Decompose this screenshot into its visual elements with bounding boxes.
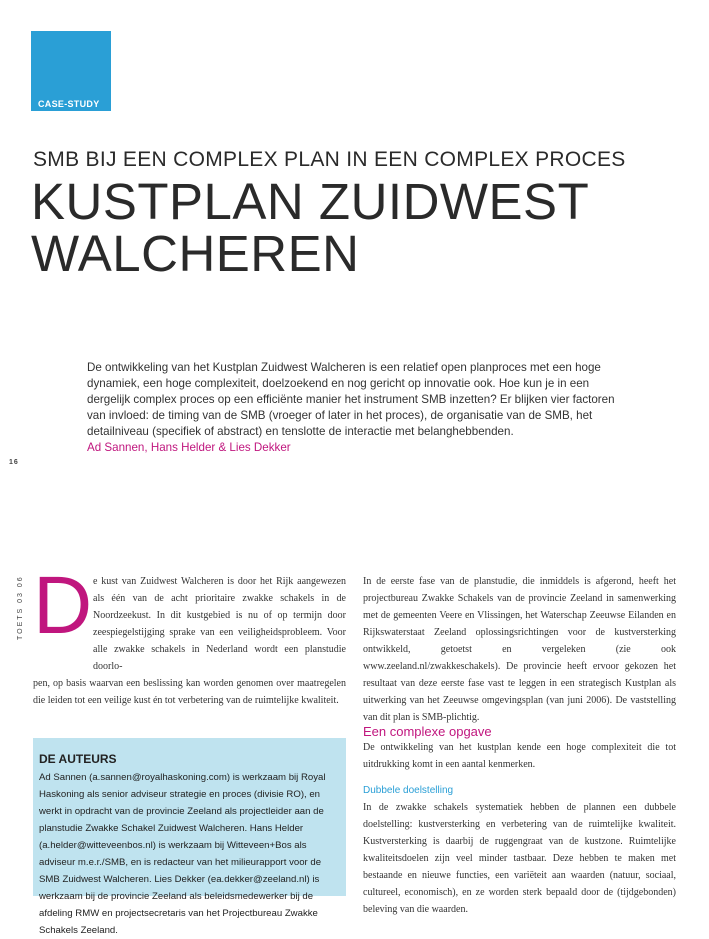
article-title [31, 173, 590, 282]
intro-continued-text: pen, op basis waarvan een beslissing kan worden genomen over maatregelen die leiden tot een veilige kust én tot verbetering van de ruimtelijke kwaliteit. [33, 678, 346, 706]
lead-paragraph [87, 360, 627, 456]
body-column-2-paragraph: In de eerste fase van de planstudie, die inmiddels is afgerond, heeft het projectbureau Zwakke Schakels van de provincie Zeeland in samenwerking met de gemeenten Veere en Vlissingen, het Waterschap Zeeuwse Eilanden en Rijkswaterstaat Zeeland oplossingsrichtingen voor de kustversterking ontwikkeld, getoetst en vergeleken (zie ook www.zeeland.nl/zwakkeschakels). De provincie heeft ervoor gekozen het resultaat van deze eerste fase vast te leggen in een strategisch Kustplan als uitwerking van het Zeeuwse omgevingsplan (van juni 2006). De vaststelling van dit plan is SMB-plichtig. [363, 576, 676, 723]
authors-line: Ad Sannen, Hans Helder & Lies Dekker [87, 441, 291, 454]
authors-box-heading: DE AUTEURS [39, 752, 117, 766]
authors-box [33, 738, 346, 936]
subsection-paragraph: In de zwakke schakels systematiek hebben de plannen een dubbele doelstelling: kustversterking en verbetering van de ruimtelijke kwaliteit. Kustversterking is daarbij de ruggengraat van de kustzone. Ruimtelijke kwaliteitsdoelen zijn veel minder tastbaar. Deze hebben te maken met bestaande en nieuwe functies, een variëteit aan waarden (natuur, sociaal, cultureel, economisch), en ze worden sterk bepaald door de (tijdgebonden) beleving van die waarden. [363, 802, 676, 915]
article-subtitle: SMB BIJ EEN COMPLEX PLAN IN EEN COMPLEX PROCES [33, 148, 626, 171]
page-number: 16 [9, 459, 19, 466]
authors-box-text: Ad Sannen (a.sannen@royalhaskoning.com) is werkzaam bij Royal Haskoning als senior adviseur strategie en proces (divisie RO), en werkt in opdracht van de provincie Zeeland als projectleider aan de planstudie Zwakke Schakel Zuidwest Walcheren. Hans Helder (a.helder@witteveenbos.nl) is werkzaam bij Witteveen+Bos als adviseur m.e.r./SMB, en is redacteur van het milieurapport voor de SMB Zuidwest Walcheren. Lies Dekker (ea.dekker@zeeland.nl) is werkzaam bij de provincie Zeeland als beleidsmedewerker bij de afdeling RMW en projectsecretaris van het Projectbureau Zwakke Schakels Zeeland. [39, 772, 326, 936]
intro-indented-text: e kust van Zuidwest Walcheren is door het Rijk aangewezen als één van de acht prioritaire zwakke schakels in de Noordzeekust. In dit kustgebied is nu of op termijn door zeespiegelstijging sprake van een veiligheidsprobleem. Voor alle zwakke schakels in Nederland wordt een planstudie doorlo- [93, 576, 346, 672]
drop-cap: D [33, 560, 93, 651]
title-line-2: WALCHEREN [31, 225, 360, 282]
body-column-1 [33, 573, 346, 709]
section-intro-paragraph: De ontwikkeling van het kustplan kende een hoge complexiteit die tot uitdrukking komt in een aantal kenmerken. [363, 742, 676, 770]
category-tag-label: CASE-STUDY [38, 99, 100, 109]
lead-text: De ontwikkeling van het Kustplan Zuidwest Walcheren is een relatief open planproces met een hoge dynamiek, een hoge complexiteit, doelzoekend en nog gericht op innovatie ook. Hoe kun je in een dergelijk complex proces op een efficiënte manier het instrument SMB inzetten? Er blijken vier factoren van invloed: de timing van de SMB (vroeger of later in het proces), de organisatie van de SMB, het detailniveau (specifiek of abstract) en tenslotte de interactie met belanghebbenden. [87, 361, 615, 438]
sub-heading: Dubbele doelstelling [363, 785, 454, 796]
title-line-1: KUSTPLAN ZUIDWEST [31, 173, 590, 230]
journal-running-head: TOETS 03 06 [17, 575, 24, 640]
category-tag [31, 31, 111, 111]
section-heading: Een complexe opgave [363, 724, 492, 739]
